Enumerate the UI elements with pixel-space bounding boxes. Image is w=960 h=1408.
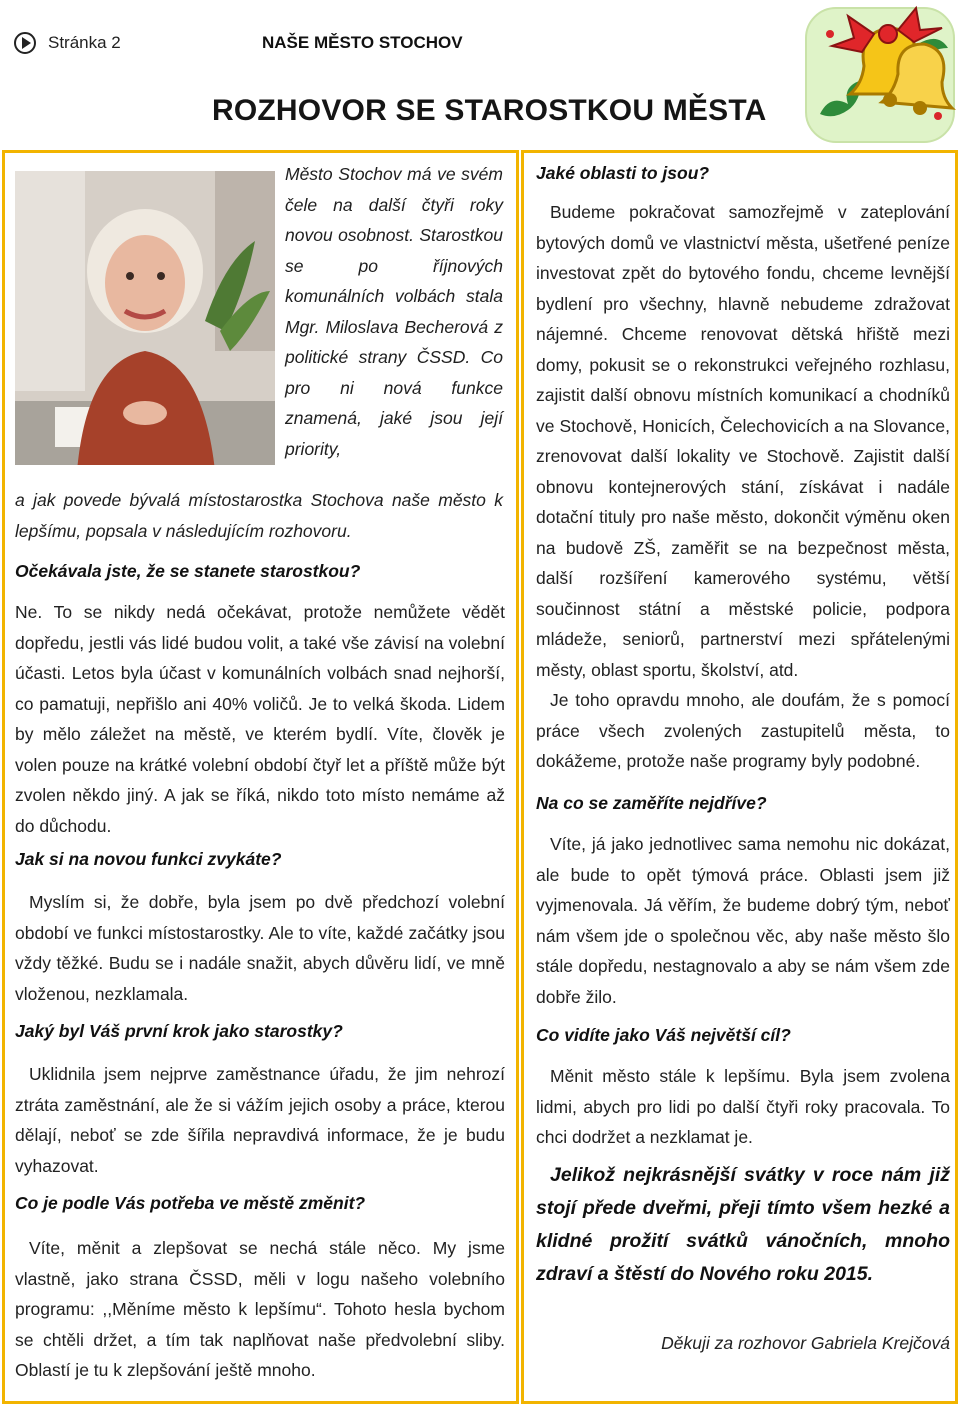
holiday-wish: Jelikož nejkrásnější svátky v roce nám již stojí přede dveřmi, přeji tímto všem hezké a klidné prožití svátků vánočních, mnoho zdraví a štěstí do Nového roku 2015. bbox=[536, 1164, 950, 1285]
question: Co je podle Vás potřeba ve městě změnit? bbox=[15, 1193, 366, 1213]
answer: Ne. To se nikdy nedá očekávat, protože nemůžete vědět dopředu, jestli vás lidé budou volit, a také vše závisí na volební účasti. Letos byla účast v komunálních volbách snad nejhorší, co pamatuji, nepřišlo ani 40% voličů. Je to velká škoda. Lidem by mělo záležet na městě, ve kterém bydlí. Víte, člověk je volen pouze na krátké volební období čtyř let a příště může být zvolen někdo jiný. A jak se říká, nikdo toto místo nemáme až do důchodu. bbox=[15, 602, 505, 836]
page-number: Stránka 2 bbox=[48, 33, 121, 52]
answer: Měnit město stále k lepšímu. Byla jsem zvolena lidmi, abych pro lidi po další čtyři roky pracovala. To chci dodržet a nezklamat je. bbox=[536, 1066, 950, 1147]
answer: Víte, já jako jednotlivec sama nemohu nic dokázat, ale bude to opět týmová práce. Oblasti jsem již vyjmenovala. Já věřím, že budeme dobrý tým, neboť nám všem jde o společnou věc, aby naše město šlo stále dopředu, nestagnovalo a aby se nám všem zde dobře žilo. bbox=[536, 834, 950, 1007]
newsletter-title: NAŠE MĚSTO STOCHOV bbox=[262, 33, 463, 52]
question: Jaké oblasti to jsou? bbox=[536, 163, 710, 183]
question: Jaký byl Váš první krok jako starostky? bbox=[15, 1021, 343, 1041]
christmas-bells-icon bbox=[802, 4, 958, 146]
answer: Myslím si, že dobře, byla jsem po dvě předchozí volební období ve funkci místostarostky. Ale to víte, každé začátky jsou vždy těžké. Budu se i nadále snažit, abych důvěru lidí, ve mně vloženou, nezklamala. bbox=[15, 892, 505, 1004]
right-column-frame bbox=[521, 150, 958, 1404]
question: Očekávala jste, že se stanete starostkou? bbox=[15, 561, 361, 581]
article-title: ROZHOVOR SE STAROSTKOU MĚSTA bbox=[212, 94, 767, 127]
left-column-frame bbox=[2, 150, 519, 1404]
intro-text-continued: a jak povede bývalá místostarostka Stochova naše město k lepšímu, popsala v následujícím rozhovoru. bbox=[15, 490, 503, 541]
question: Na co se zaměříte nejdříve? bbox=[536, 793, 767, 813]
answer: Uklidnila jsem nejprve zaměstnance úřadu, že jim nehrozí ztráta zaměstnání, ale že si vážím jejich osoby a práce, kterou dělají, neboť se zde šířila nepravdivá informace, že je budu vyhazovat. bbox=[15, 1064, 505, 1176]
page-header bbox=[14, 30, 121, 56]
author-credit: Děkuji za rozhovor Gabriela Krejčová bbox=[661, 1333, 950, 1353]
answer: Budeme pokračovat samozřejmě v zateplování bytových domů ve vlastnictví města, ušetřené peníze investovat zpět do bytového fondu, chceme levnější bydlení pro všechny, hlavně nebudeme zdražovat nájemné. Chceme renovovat dětská hřiště mezi domy, pokusit se o rekonstrukci veřejného rozhlasu, zajistit další obnovu místních komunikací a chodníků ve Stochově, Honicích, Čelechovicích a na Slovance, zrenovovat další lokality ve Stochově. Zajistit další obnovu kontejnerových stání, získávat i nadále dotační tituly pro naše město, dokončit výměnu oken na budově ZŠ, zaměřit se na bezpečnost města, další rozšíření kamerového systému, větší součinnost státní a městské policie, podpora mládeže, seniorů, partnerství mezi spřátelenými městy, oblast sportu, školství, atd. bbox=[536, 202, 950, 680]
play-circle-icon bbox=[14, 32, 36, 54]
answer: Víte, měnit a zlepšovat se nechá stále něco. My jsme vlastně, jako strana ČSSD, měli v logu našeho volebního programu: ,,Měníme město k lepšímu“. Tohoto hesla bychom se chtěli držet, a tím tak naplňovat naše předvolební sliby. Oblastí je tu k zlepšování ještě mnoho. bbox=[15, 1238, 505, 1380]
question: Co vidíte jako Váš největší cíl? bbox=[536, 1025, 791, 1045]
answer: Je toho opravdu mnoho, ale doufám, že s pomocí práce všech zvolených zastupitelů města, to dokážeme, protože naše programy byly podobné. bbox=[536, 690, 950, 771]
portrait-photo bbox=[15, 171, 275, 465]
intro-text: Město Stochov má ve svém čele na další čtyři roky novou osobnost. Starostkou se po říjnových komunálních volbách stala Mgr. Miloslava Becherová z politické strany ČSSD. Co pro ni nová funkce znamená, jaké jsou její priority, bbox=[285, 164, 503, 459]
question: Jak si na novou funkci zvykáte? bbox=[15, 849, 282, 869]
